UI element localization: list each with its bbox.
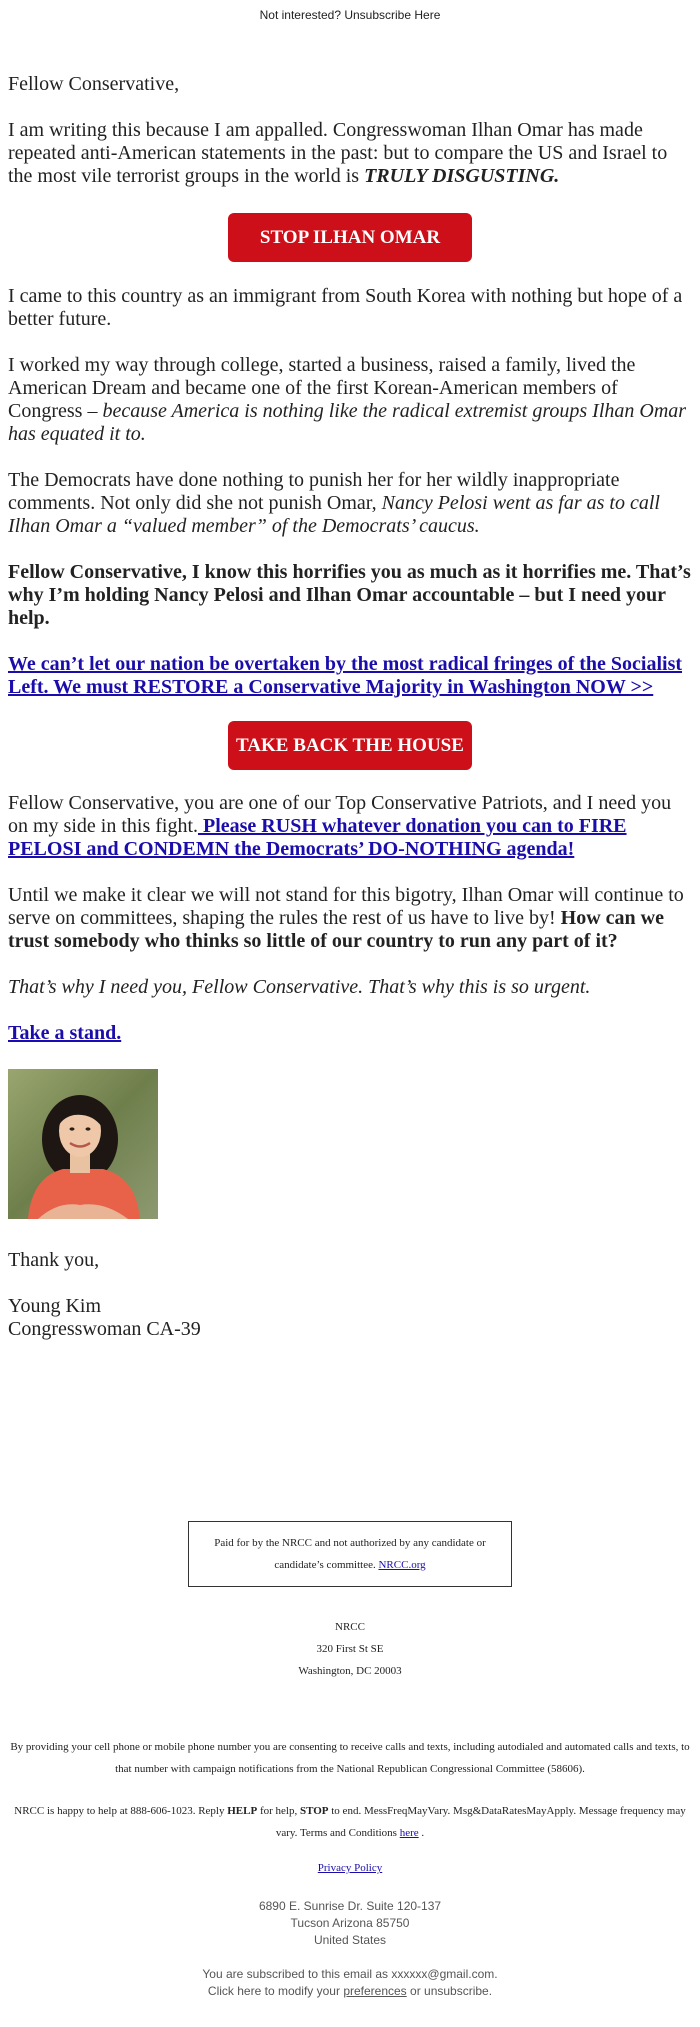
sms-consent: By providing your cell phone or mobile phone number you are consenting to receive calls and texts, including autodialed and automated calls and texts, to that number with campaign notifications from the National Republican Congressional Committee (58606). xyxy=(10,1741,690,1775)
rush-donation-link[interactable]: Please RUSH whatever donation you can to FIRE PELOSI and CONDEMN the Democrats’ DO-NOTHING agenda! xyxy=(8,815,627,860)
subscribed-email-line: You are subscribed to this email as xxxxxx@gmail.com. xyxy=(202,1967,498,1981)
sms-help xyxy=(0,1800,700,1844)
privacy-policy-link[interactable]: Privacy Policy xyxy=(317,1862,383,1874)
subscription-info xyxy=(0,1966,700,2000)
patriots-text: Fellow Conservative, you are one of our Top Conservative Patriots, and I need you on my side in this fight. xyxy=(8,792,672,837)
sms-help-end: . xyxy=(418,1827,425,1839)
sms-help-mid: for help, xyxy=(257,1805,300,1817)
address-street: 320 First St SE xyxy=(316,1643,384,1655)
portrait-image xyxy=(8,1069,158,1219)
american-dream-text: I worked my way through college, started a business, raised a family, lived the American Dream and became one of the first Korean-American members of Congress – xyxy=(8,354,636,422)
thanks-line: Thank you, xyxy=(8,1249,100,1271)
unsubscribe-header[interactable]: Not interested? Unsubscribe Here xyxy=(259,8,441,22)
modify-preferences-line xyxy=(0,1983,700,2000)
bigotry-text: Until we make it clear we will not stand for this bigotry, Ilhan Omar will continue to serve on committees, shaping the rules the rest of us have to live by! xyxy=(8,884,684,929)
young-kim-photo xyxy=(8,1069,158,1219)
urgent-paragraph: That’s why I need you, Fellow Conservative. That’s why this is so urgent. xyxy=(8,976,591,998)
democrats-italic: Nancy Pelosi went as far as to call Ilhan Omar a “valued member” of the Democrats’ caucus. xyxy=(8,492,660,537)
bigotry-paragraph xyxy=(8,884,692,953)
stop-ilhan-omar-button[interactable]: STOP ILHAN OMAR xyxy=(228,213,472,262)
address-city: Washington, DC 20003 xyxy=(298,1665,402,1677)
paid-for-disclaimer xyxy=(188,1521,512,1587)
signer-name: Young Kim xyxy=(8,1295,101,1317)
mailing-street: 6890 E. Sunrise Dr. Suite 120-137 xyxy=(258,1899,442,1913)
mailing-country: United States xyxy=(313,1933,387,1947)
disclaimer-text: Paid for by the NRCC and not authorized by any candidate or candidate’s committee. xyxy=(214,1537,486,1571)
preferences-link[interactable]: preferences xyxy=(343,1984,407,1998)
patriots-paragraph xyxy=(8,792,692,861)
mailing-city: Tucson Arizona 85750 xyxy=(290,1916,410,1930)
modify-post: or unsubscribe. xyxy=(406,1984,493,1998)
democrats-paragraph xyxy=(8,469,692,538)
nrcc-address xyxy=(0,1616,700,1682)
sms-help-pre: NRCC is happy to help at 888-606-1023. Reply xyxy=(14,1805,228,1817)
intro-text: I am writing this because I am appalled. Congresswoman Ilhan Omar has made repeated anti-American statements in the past: but to compare the US and Israel to the most vile terrorist groups in the world is xyxy=(8,119,668,187)
intro-emphasis: TRULY DISGUSTING. xyxy=(364,165,560,187)
privacy-row xyxy=(0,1857,700,1879)
restore-majority-link[interactable]: We can’t let our nation be overtaken by the most radical fringes of the Socialist Left. We must RESTORE a Conservative Majority in Washington NOW >> xyxy=(8,653,683,698)
mailing-address xyxy=(0,1898,700,1949)
immigrant-paragraph: I came to this country as an immigrant from South Korea with nothing but hope of a better future. xyxy=(8,285,683,330)
address-org: NRCC xyxy=(335,1621,365,1633)
sms-help-post: to end. MessFreqMayVary. Msg&DataRatesMayApply. Message frequency may vary. Terms and Conditions xyxy=(275,1805,686,1839)
american-dream-italic: because America is nothing like the radical extremist groups Ilhan Omar has equated it to. xyxy=(8,400,687,445)
intro-paragraph xyxy=(8,119,692,188)
help-paragraph: Fellow Conservative, I know this horrifies you as much as it horrifies me. That’s why I’m holding Nancy Pelosi and Ilhan Omar accountable – but I need your help. xyxy=(8,561,691,629)
take-a-stand-link[interactable]: Take a stand. xyxy=(8,1022,122,1044)
nrcc-site-link[interactable]: NRCC.org xyxy=(378,1559,426,1571)
signer-title: Congresswoman CA-39 xyxy=(8,1318,201,1340)
take-back-the-house-button[interactable]: TAKE BACK THE HOUSE xyxy=(228,721,472,770)
greeting: Fellow Conservative, xyxy=(8,73,180,95)
email-body xyxy=(0,73,700,1341)
modify-pre: Click here to modify your xyxy=(207,1984,344,1998)
american-dream-paragraph xyxy=(8,354,692,446)
stop-keyword: STOP xyxy=(299,1805,329,1817)
bigotry-bold: How can we trust somebody who thinks so little of our country to run any part of it? xyxy=(8,907,664,952)
terms-link[interactable]: here xyxy=(399,1827,419,1839)
democrats-text: The Democrats have done nothing to punish her for her wildly inappropriate comments. Not only did she not punish Omar, xyxy=(8,469,620,514)
help-keyword: HELP xyxy=(227,1805,258,1817)
